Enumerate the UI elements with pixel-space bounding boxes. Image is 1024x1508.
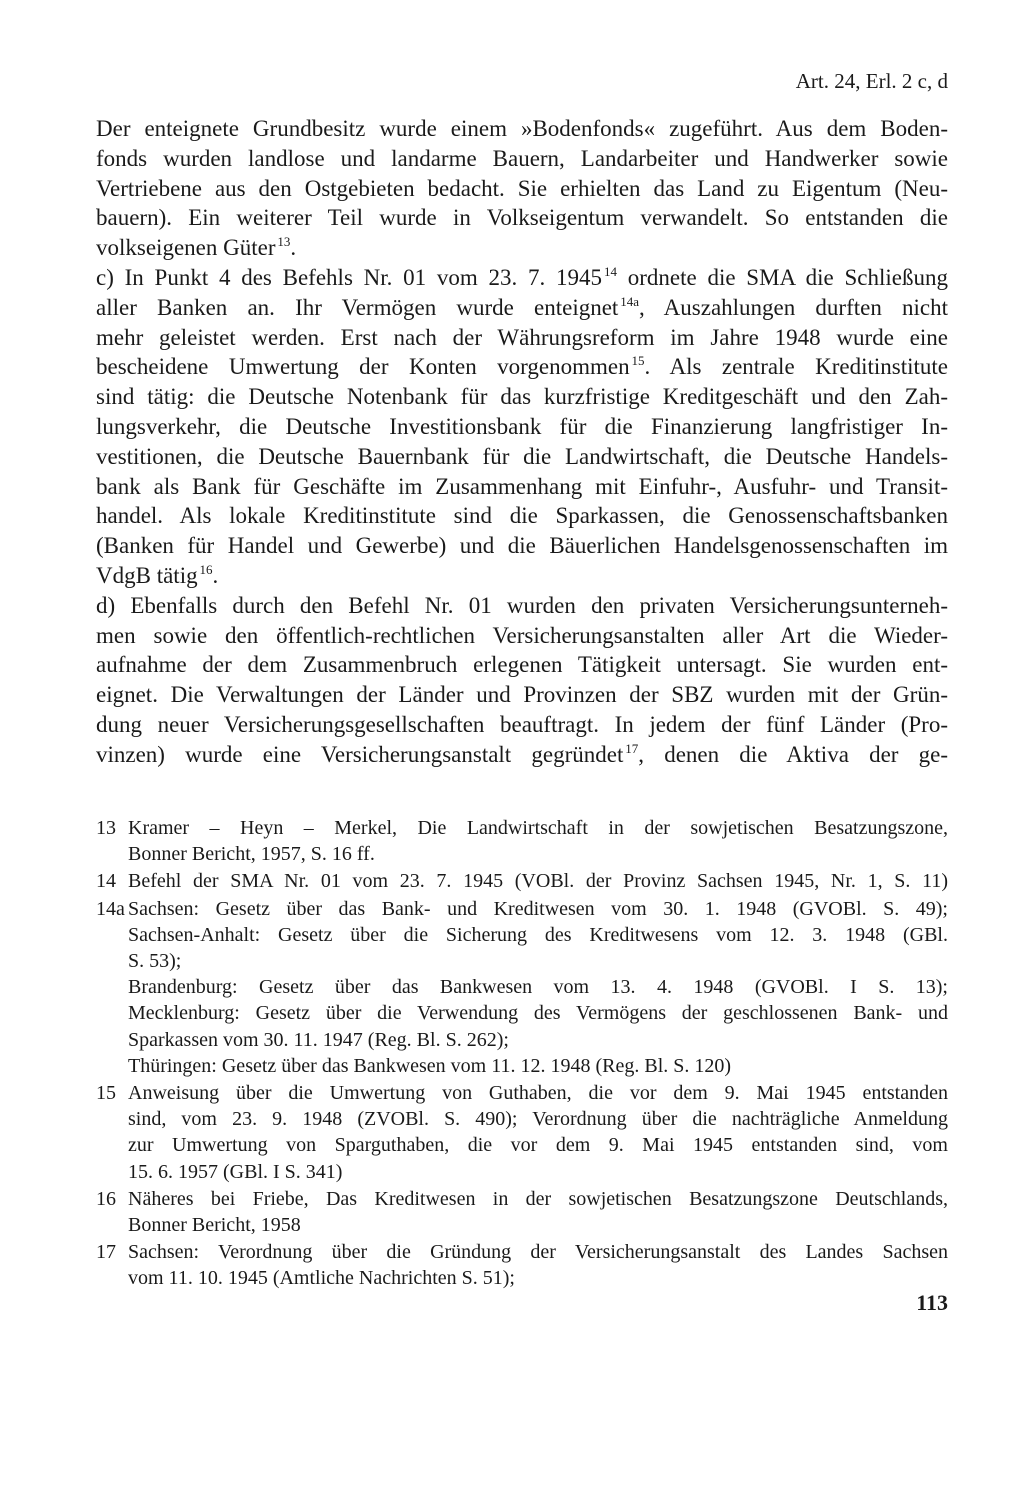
text-line: d) Ebenfalls durch den Befehl Nr. 01 wurden den privaten Versicherungsunterneh-: [96, 592, 948, 618]
footnote-line: zur Umwertung von Sparguthaben, die vor dem 9. Mai 1945 entstanden sind, vom: [128, 1134, 948, 1157]
text-line: [96, 263, 948, 293]
text-line: lungsverkehr, die Deutsche Investitionsbank für die Finanzierung langfristiger In-: [96, 413, 948, 439]
text-segment: .: [290, 235, 297, 261]
text-line: Der enteignete Grundbesitz wurde einem »Bodenfonds« zugeführt. Aus dem Boden-: [96, 116, 948, 141]
text-line: bank als Bank für Geschäfte im Zusammenhang mit Einfuhr-, Ausfuhr- und Transit-: [96, 473, 948, 499]
footnotes: [96, 815, 948, 1293]
text-line: mehr geleistet werden. Erst nach der Währungsreform im Jahre 1948 wurde eine: [96, 324, 948, 350]
footnote-line: Sachsen: Verordnung über die Gründung der Versicherungsanstalt des Landes Sachsen: [128, 1241, 948, 1264]
text-segment: bescheidene Umwertung der Konten vorgenommen: [96, 354, 630, 380]
text-segment: volkseigenen Güter: [96, 235, 276, 261]
text-line: [96, 352, 948, 382]
footnote-14a: [96, 896, 948, 1079]
text-line: men sowie den öffentlich-rechtlichen Versicherungsanstalten aller Art die Wieder-: [96, 622, 948, 648]
text-line: sind tätig: die Deutsche Notenbank für das kurzfristige Kreditgeschäft und den Zah-: [96, 384, 948, 410]
footnote-ref-14: 14: [603, 263, 617, 279]
footnote-ref-13: 13: [277, 234, 291, 250]
page-number: 113: [916, 1290, 948, 1315]
text-segment: , Auszahlungen durften nicht: [639, 294, 948, 320]
footnote-line: Anweisung über die Umwertung von Guthaben, die vor dem 9. Mai 1945 entstanden: [128, 1082, 948, 1105]
running-head: Art. 24, Erl. 2 c, d: [795, 69, 948, 93]
text-line: fonds wurden landlose und landarme Bauern, Landarbeiter und Handwerker sowie: [96, 145, 948, 171]
footnote-number: 16: [96, 1187, 116, 1210]
text-line: (Banken für Handel und Gewerbe) und die Bäuerlichen Handelsgenossenschaften im: [96, 533, 948, 559]
text-segment: c) In Punkt 4 des Befehls Nr. 01 vom 23. 7. 1945: [96, 264, 603, 290]
text-line: [96, 740, 948, 770]
footnote-14: [96, 868, 948, 894]
footnote-ref-16: 16: [199, 561, 213, 577]
text-segment: aller Banken an. Ihr Vermögen wurde enteignet: [96, 294, 619, 320]
text-segment: , denen die Aktiva der ge-: [638, 741, 948, 767]
footnote-line: sind, vom 23. 9. 1948 (ZVOBl. S. 490); Verordnung über die nachträgliche Anmeldung: [128, 1108, 948, 1131]
footnote-13: [96, 815, 948, 867]
paragraph-d-insurance: [96, 591, 948, 770]
text-line: [96, 561, 948, 591]
footnote-line: vom 11. 10. 1945 (Amtliche Nachrichten S. 51);: [128, 1267, 515, 1290]
footnote-ref-15: 15: [631, 353, 645, 369]
footnote-line: S. 53);: [128, 950, 182, 973]
footnote-number: 17: [96, 1241, 116, 1264]
text-line: eignet. Die Verwaltungen der Länder und Provinzen der SBZ wurden mit der Grün-: [96, 682, 948, 708]
footnote-line: Näheres bei Friebe, Das Kreditwesen in der sowjetischen Besatzungszone Deutschlands,: [128, 1187, 948, 1210]
footnote-line: Sparkassen vom 30. 11. 1947 (Reg. Bl. S. 262);: [128, 1028, 509, 1051]
text-line: Vertriebene aus den Ostgebieten bedacht. Sie erhielten das Land zu Eigentum (Neu-: [96, 175, 948, 201]
footnote-17: [96, 1239, 948, 1291]
text-line: aufnahme der dem Zusammenbruch erlegenen Tätigkeit untersagt. Sie wurden ent-: [96, 652, 948, 678]
text-line: dung neuer Versicherungsgesellschaften beauftragt. In jedem der fünf Länder (Pro-: [96, 711, 948, 737]
footnote-line: Sachsen-Anhalt: Gesetz über die Sicherung des Kreditwesens vom 12. 3. 1948 (GBl.: [128, 923, 948, 946]
footnote-15: [96, 1080, 948, 1185]
text-line: handel. Als lokale Kreditinstitute sind die Sparkassen, die Genossenschaftsbanken: [96, 503, 948, 529]
footnote-line: Mecklenburg: Gesetz über die Verwendung des Vermögens der geschlossenen Bank- und: [128, 1002, 948, 1025]
text-segment: VdgB tätig: [96, 562, 198, 588]
footnote-16: [96, 1186, 948, 1238]
footnote-line: Bonner Bericht, 1958: [128, 1214, 301, 1237]
footnote-line: Bonner Bericht, 1957, S. 16 ff.: [128, 843, 375, 866]
text-line: [96, 293, 948, 323]
text-segment: ordnete die SMA die Schließung: [616, 264, 948, 290]
text-segment: .: [212, 562, 219, 588]
footnote-number: 14a: [96, 897, 125, 920]
footnote-line: Thüringen: Gesetz über das Bankwesen vom 11. 12. 1948 (Reg. Bl. S. 120): [128, 1054, 732, 1077]
text-segment: vinzen) wurde eine Versicherungsanstalt gegründet: [96, 741, 624, 767]
footnote-line: Kramer – Heyn – Merkel, Die Landwirtschaft in der sowjetischen Besatzungszone,: [128, 817, 948, 839]
footnote-line: Befehl der SMA Nr. 01 vom 23. 7. 1945 (VOBl. der Provinz Sachsen 1945, Nr. 1, S. 11): [128, 870, 948, 893]
footnote-line: 15. 6. 1957 (GBl. I S. 341): [128, 1160, 343, 1183]
footnote-ref-17: 17: [625, 740, 639, 756]
text-line: bauern). Ein weiterer Teil wurde in Volkseigentum verwandelt. So entstanden die: [96, 205, 948, 231]
footnote-ref-14a: 14a: [620, 293, 640, 309]
text-line: [96, 233, 948, 263]
footnote-line: Brandenburg: Gesetz über das Bankwesen vom 13. 4. 1948 (GVOBl. I S. 13);: [128, 976, 948, 999]
footnote-line: Sachsen: Gesetz über das Bank- und Kreditwesen vom 30. 1. 1948 (GVOBl. S. 49);: [128, 897, 948, 920]
text-segment: . Als zentrale Kreditinstitute: [644, 354, 948, 380]
footnote-number: 13: [96, 817, 116, 839]
footnote-number: 15: [96, 1082, 116, 1105]
footnote-number: 14: [96, 870, 116, 893]
paragraph-c-banks: [96, 263, 948, 591]
body-text: [96, 114, 948, 770]
text-line: vestitionen, die Deutsche Bauernbank für die Landwirtschaft, die Deutsche Handels-: [96, 443, 948, 469]
paragraph-bodenfonds: [96, 114, 948, 263]
